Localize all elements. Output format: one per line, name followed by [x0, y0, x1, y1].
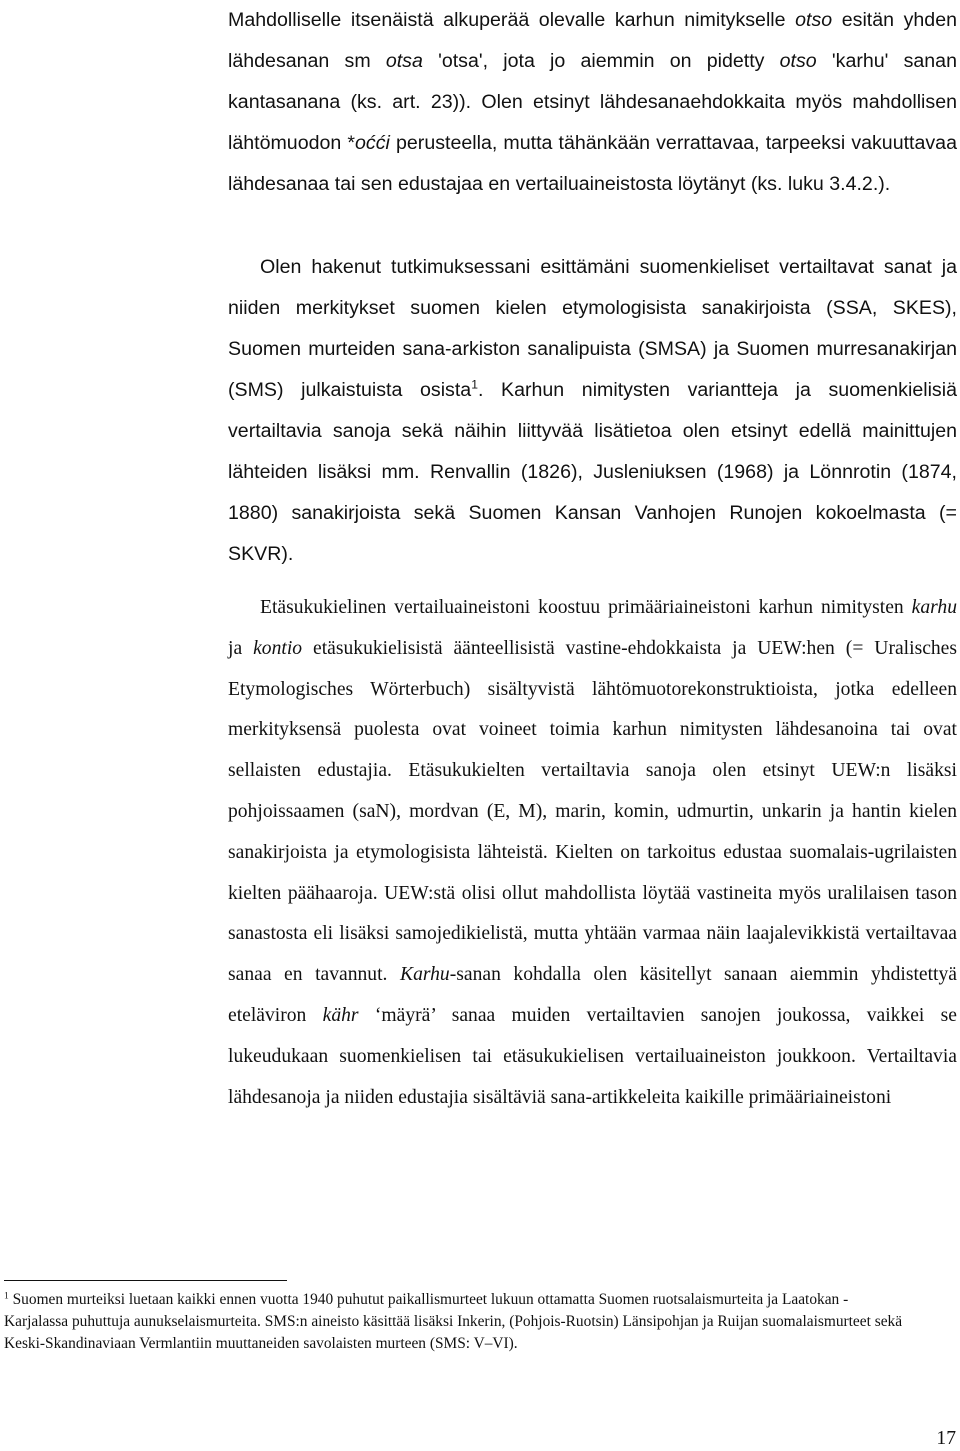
footnote-separator [4, 1280, 287, 1281]
text-run: 'karhu' sanan kantasanana (ks. art. 23)). Olen etsinyt lähdesanaehdokkaita myös mahdollisen lähtömuodon * [228, 50, 957, 154]
text-run: perusteella, mutta tähänkään verrattavaa, tarpeeksi vakuuttavaa lähdesanaa tai sen edustajaa en vertailuaineistosta löytänyt (ks. luku 3.4.2.). [228, 132, 957, 195]
text-run: -sanan kohdalla olen käsitellyt sanaan aiemmin yhdistettyä eteläviron [228, 964, 957, 1026]
paragraph-finnish-sources [228, 247, 957, 575]
italic-term: otso [779, 50, 817, 72]
text-run: etäsukukielisistä äänteellisistä vastine-ehdokkaista ja UEW:hen (= Uralisches Etymologisches Wörterbuch) sisältyvistä lähtömuotorekonstruktioista, jotka edelleen merkityksensä puolesta ovat voineet toimia karhun nimitysten lähdesanoina tai ovat sellaisten edustajia. Etäsukukielten vertailtavia sanoja olen etsinyt UEW:n lisäksi pohjoissaamen (saN), mordvan (E, M), marin, komin, udmurtin, unkarin ja hantin kielen sanakirjoista ja etymologisista lähteistä. Kielten on tarkoitus edustaa suomalais-ugrilaisten kielten päähaaroja. UEW:stä olisi ollut mahdollista löytää vastineita myös uralilaisen tason sanastosta eli lisäksi samojedikielistä, mutta yhtään varmaa näin laajalevikkistä vertailtavaa sanaa en tavannut. [228, 637, 958, 986]
text-run: Mahdolliselle itsenäistä alkuperää olevalle karhun nimitykselle [228, 9, 796, 31]
italic-term: oćći [355, 132, 390, 154]
italic-term: kontio [253, 637, 303, 659]
footnote-text: Suomen murteiksi luetaan kaikki ennen vuotta 1940 puhutut paikallismurteet lukuun ottamatta Suomen ruotsalaismurteita ja Laatokan -Karjalassa puhuttuja aunukselaismurteita. SMS:n aineisto käsittää lisäksi Inkerin, (Pohjois-Ruotsin) Länsipohjan ja Ruijan suomalaismurteet sekä Keski-Skandinaviaan Vermlantiin muuttaneiden savolaisten murteen (SMS: V‒VI). [4, 1291, 903, 1352]
italic-term: otso [795, 9, 833, 31]
text-run: esitän yhden lähdesanan sm [228, 9, 957, 72]
italic-term: Karhu [400, 964, 450, 986]
text-run: Etäsukukielinen vertailuaineistoni koostuu primääriaineistoni karhun nimitysten [260, 597, 912, 618]
italic-term: karhu [911, 597, 957, 618]
footnote [4, 1289, 904, 1355]
italic-term: otsa [385, 50, 423, 72]
footnote-reference[interactable]: 1 [471, 377, 478, 392]
text-run: Olen hakenut tutkimuksessani esittämäni suomenkieliset vertailtavat sanat ja niiden merkitykset suomen kielen etymologisista sanakirjoista (SSA, SKES), Suomen murteiden sana-arkiston sanalipuista (SMSA) ja Suomen murresanakirjan (SMS) julkaistuista osista [228, 256, 957, 401]
text-run: ja [228, 637, 254, 659]
paragraph-distant-languages [228, 588, 957, 1118]
paragraph-otso-source-word [228, 0, 957, 205]
page-number: 17 [936, 1428, 956, 1449]
italic-term: kähr [322, 1004, 359, 1026]
text-run: 'otsa', jota jo aiemmin on pidetty [422, 50, 780, 72]
text-run: ‘mäyrä’ sanaa muiden vertailtavien sanojen joukossa, vaikkei se lukeudukaan suomenkielisen tai etäsukukielisen vertailuaineiston joukkoon. Vertailtavia lähdesanoja ja niiden edustajia sisältäviä sana-artikkeleita kaikille primääriaineistoni [228, 1004, 957, 1108]
footnote-marker: 1 [4, 1290, 9, 1302]
text-run: . Karhun nimitysten variantteja ja suomenkielisiä vertailtavia sanoja sekä näihin liittyvää lisätietoa olen etsinyt edellä mainittujen lähteiden lisäksi mm. Renvallin (1826), Jusleniuksen (1968) ja Lönnrotin (1874, 1880) sanakirjoista sekä Suomen Kansan Vanhojen Runojen kokoelmasta (= SKVR). [228, 379, 957, 565]
